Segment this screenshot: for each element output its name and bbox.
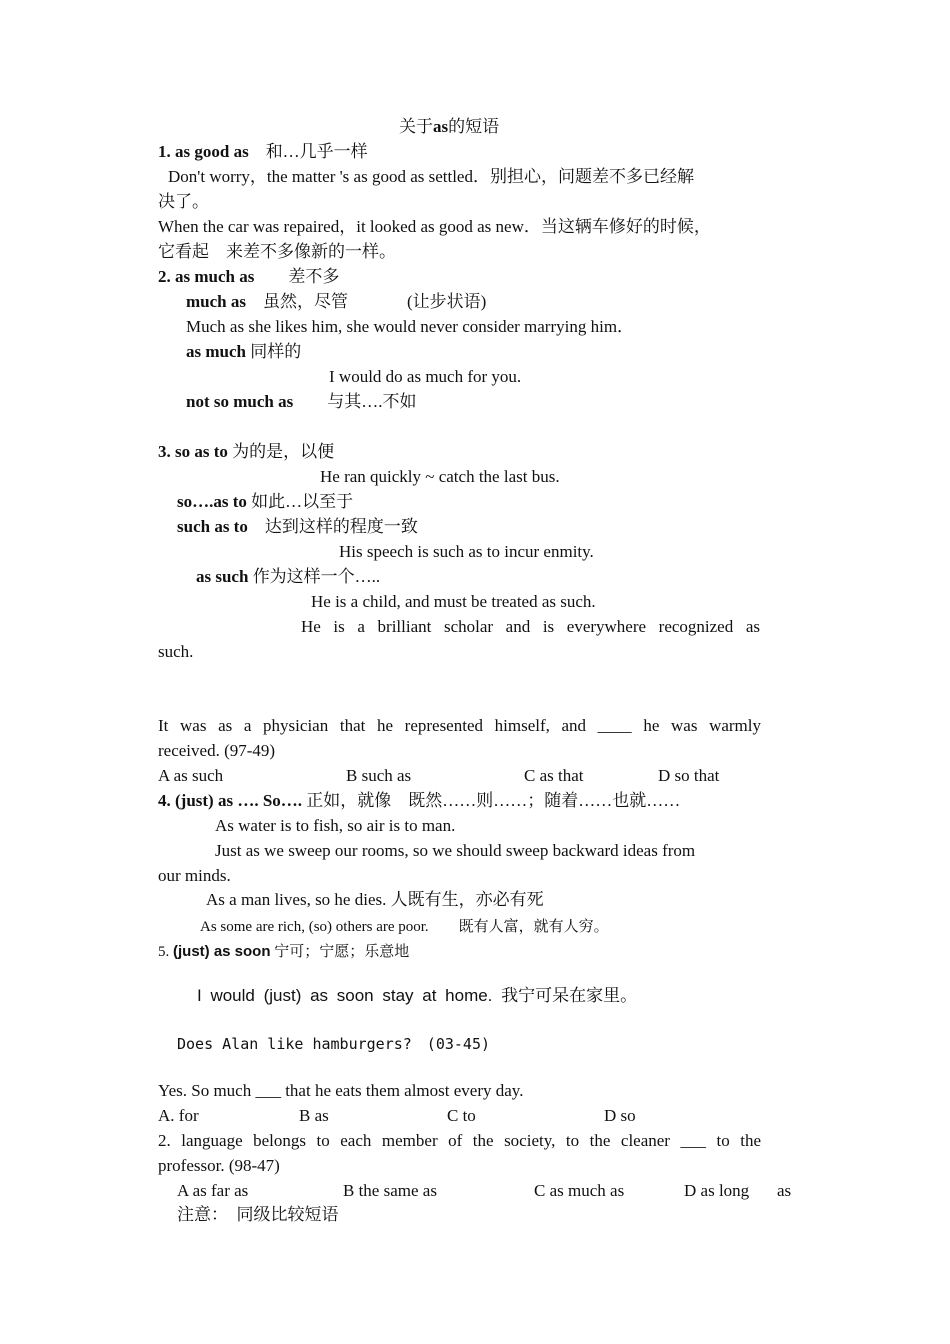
s4-example-2b: our minds. (158, 866, 231, 885)
q1-stem-a: It was as a physician that he represented himself, and ____ he was warmly (158, 716, 761, 735)
s3-example: He ran quickly ~ catch the last bus. (320, 467, 560, 486)
title-post: 的短语 (448, 117, 500, 136)
s3-as-such-example-2a: He is a brilliant scholar and is everywhere recognized as (301, 617, 760, 636)
q3-option-b: B the same as (343, 1181, 437, 1200)
s4-heading-line (158, 790, 680, 812)
s5-num: 5. (158, 944, 170, 960)
q2-stem-b: Yes. So much ___ that he eats them almost every day. (158, 1081, 524, 1100)
q1-option-c: C as that (524, 766, 584, 785)
s3-heading: 3. so as to (158, 442, 228, 461)
s1-example-2b: 它看起 来差不多像新的一样。 (158, 242, 396, 261)
q1-option-d: D so that (658, 766, 720, 785)
s3-as-such-line (196, 566, 380, 588)
s3-meaning: 为的是，以便 (232, 442, 335, 461)
q1-stem-b: received. (97-49) (158, 741, 276, 760)
s3-heading-line (158, 441, 334, 463)
s4-example-3: As a man lives, so he dies. 人既有生，亦必有死 (206, 890, 544, 909)
s2-much-as-line (186, 291, 348, 313)
s3-as-such-example-2b: such. (158, 642, 194, 661)
s3-such-as-to-example: His speech is such as to incur enmity. (339, 542, 594, 561)
s4-example-2a: Just as we sweep our rooms, so we should sweep backward ideas from (215, 841, 696, 860)
q3-option-d-tail: as (777, 1181, 792, 1200)
s2-meaning: 差不多 (288, 267, 340, 286)
s3-as-such-example-1: He is a child, and must be treated as such. (311, 592, 596, 611)
s3-such-as-to: such as to (177, 517, 248, 536)
s5-example: I would (just) as soon stay at home. 我宁可呆在家里。 (197, 986, 638, 1005)
s2-as-much-meaning: 同样的 (250, 342, 302, 361)
s1-heading-line (158, 141, 368, 163)
page-title (399, 116, 499, 138)
q3-stem-a: 2. language belongs to each member of the society, to the cleaner ___ to the (158, 1131, 761, 1150)
q2-option-c: C to (447, 1106, 476, 1125)
s2-not-so-meaning: 与其….不如 (327, 392, 417, 411)
s1-example-2a: When the car was repaired，it looked as good as new．当这辆车修好的时候， (158, 217, 711, 236)
s3-as-such: as such (196, 567, 249, 586)
s2-as-much-example: I would do as much for you. (329, 367, 522, 386)
s2-not-so: not so much as (186, 392, 294, 411)
s2-as-much: as much (186, 342, 246, 361)
q3-option-c: C as much as (534, 1181, 625, 1200)
s1-heading: 1. as good as (158, 142, 249, 161)
s2-heading: 2. as much as (158, 267, 255, 286)
q2-stem-a: Does Alan like hamburgers? (03-45) (177, 1035, 491, 1053)
s1-meaning: 和…几乎一样 (265, 142, 368, 161)
s2-much-as: much as (186, 292, 246, 311)
title-pre: 关于 (399, 117, 433, 136)
s2-much-as-note: (让步状语) (407, 292, 487, 311)
s3-as-such-meaning: 作为这样一个….. (252, 567, 381, 586)
s3-such-as-to-meaning: 达到这样的程度一致 (264, 517, 418, 536)
s5-meaning: 宁可；宁愿；乐意地 (274, 944, 410, 960)
s4-meaning: 正如，就像 既然……则……；随着……也就…… (306, 791, 681, 810)
s4-example-4: As some are rich, (so) others are poor. 既有人富，就有人穷。 (200, 919, 609, 935)
q2-option-a: A. for (158, 1106, 199, 1125)
q1-option-b: B such as (346, 766, 412, 785)
q1-option-a: A as such (158, 766, 224, 785)
s3-such-as-to-line (177, 516, 418, 538)
s3-so-as-to-line (177, 491, 353, 513)
s1-example-1b: 决了。 (158, 192, 209, 211)
s4-example-1: As water is to fish, so air is to man. (215, 816, 456, 835)
s4-heading: 4. (just) as …. So…. (158, 791, 303, 810)
title-bold: as (433, 117, 449, 136)
s3-so-as-to: so….as to (177, 492, 247, 511)
q3-option-d: D as long (684, 1181, 750, 1200)
s2-much-as-example: Much as she likes him, she would never consider marrying him． (186, 317, 635, 336)
s1-example-1a: Don't worry，the matter 's as good as settled．别担心，问题差不多已经解 (168, 167, 694, 186)
q2-option-b: B as (299, 1106, 329, 1125)
s3-so-as-to-meaning: 如此…以至于 (251, 492, 354, 511)
s2-heading-line (158, 266, 339, 288)
s2-not-so-line (186, 391, 416, 413)
q3-option-a: A as far as (177, 1181, 249, 1200)
q2-option-d: D so (604, 1106, 636, 1125)
s5-heading: (just) as soon (173, 943, 271, 960)
s5-heading-line (158, 941, 409, 963)
s2-as-much-line (186, 341, 301, 363)
q3-stem-b: professor. (98-47) (158, 1156, 280, 1175)
s2-much-as-meaning: 虽然，尽管 (262, 292, 348, 311)
note-line: 注意： 同级比较短语 (177, 1205, 339, 1224)
